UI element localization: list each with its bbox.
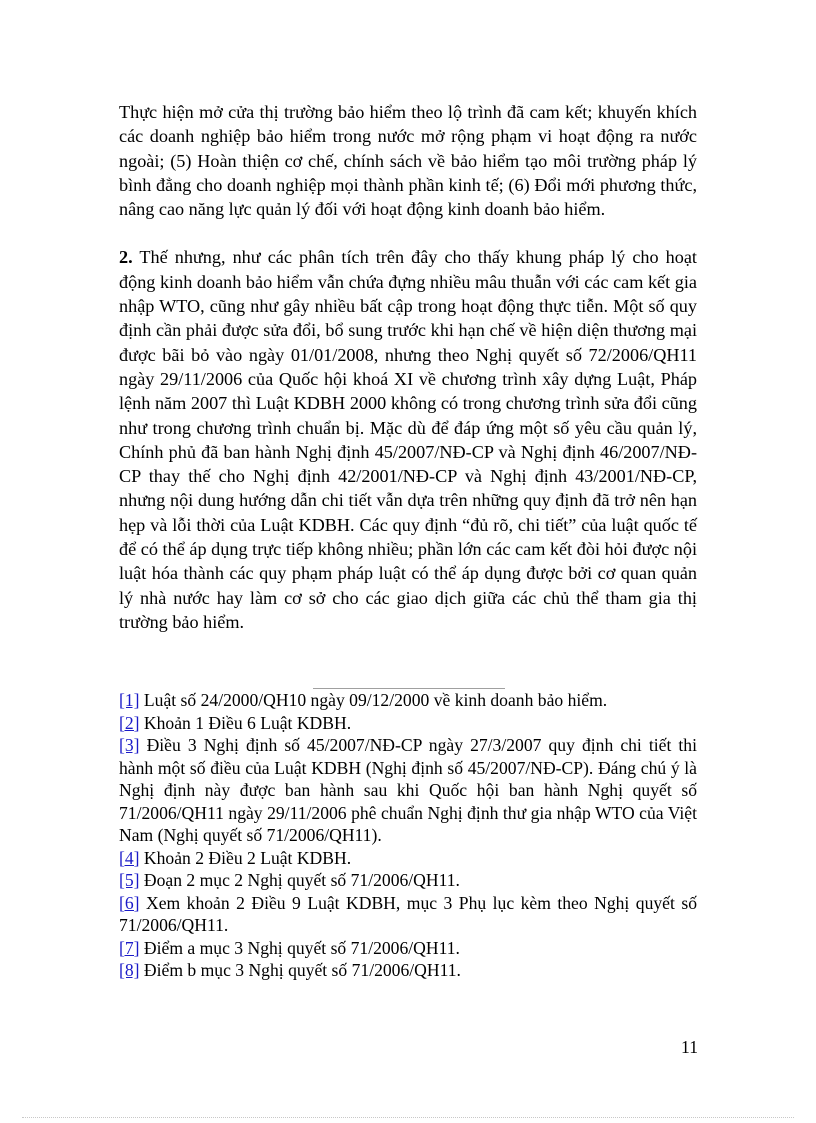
footnote-4 bbox=[119, 847, 697, 870]
footnote-link-2[interactable]: [2] bbox=[119, 712, 140, 733]
footnote-text-1: Luật số 24/2000/QH10 ngày 09/12/2000 về kinh doanh bảo hiểm. bbox=[139, 690, 608, 710]
paragraph-2-text: Thế nhưng, như các phân tích trên đây cho thấy khung pháp lý cho hoạt động kinh doanh bảo hiểm vẫn chứa đựng nhiều mâu thuẫn với các cam kết gia nhập WTO, cũng như gây nhiều bất cập trong hoạt động thực tiễn. Một số quy định cần phải được sửa đổi, bổ sung trước khi hạn chế về hiện diện thương mại được bãi bỏ vào ngày 01/01/2008, nhưng theo Nghị quyết số 72/2006/QH11 ngày 29/11/2006 của Quốc hội khoá XI về chương trình xây dựng Luật, Pháp lệnh năm 2007 thì Luật KDBH 2000 không có trong chương trình sửa đổi cũng như trong chương trình chuẩn bị. Mặc dù để đáp ứng một số yêu cầu quản lý, Chính phủ đã ban hành Nghị định 45/2007/NĐ-CP và Nghị định 46/2007/NĐ-CP thay thế cho Nghị định 42/2001/NĐ-CP và Nghị định 43/2001/NĐ-CP, nhưng nội dung hướng dẫn chi tiết vẫn dựa trên những quy định đã trở nên hạn hẹp và lỗi thời của Luật KDBH. Các quy định “đủ rõ, chi tiết” của luật quốc tế để có thể áp dụng trực tiếp không nhiều; phần lớn các cam kết đòi hỏi được nội luật hóa thành các quy phạm pháp luật có thể áp dụng được bởi cơ quan quản lý nhà nước hay làm cơ sở cho các giao dịch giữa các chủ thể tham gia thị trường bảo hiểm. bbox=[119, 247, 697, 632]
footnote-link-4[interactable]: [4] bbox=[119, 847, 140, 868]
footnote-5 bbox=[119, 869, 697, 892]
footnotes-section bbox=[119, 689, 697, 982]
footnote-text-3: Điều 3 Nghị định số 45/2007/NĐ-CP ngày 27/3/2007 quy định chi tiết thi hành một số điều của Luật KDBH (Nghị định số 45/2007/NĐ-CP). Đáng chú ý là Nghị định này được ban hành sau khi Quốc hội ban hành Nghị quyết số 71/2006/QH11 ngày 29/11/2006 phê chuẩn Nghị định thư gia nhập WTO của Việt Nam (Nghị quyết số 71/2006/QH11). bbox=[119, 735, 697, 845]
footnote-text-2: Khoản 1 Điều 6 Luật KDBH. bbox=[139, 712, 352, 733]
footnote-link-1[interactable]: [1] bbox=[119, 690, 140, 710]
footnote-7 bbox=[119, 937, 697, 960]
page-bottom-border bbox=[22, 1117, 794, 1118]
footnote-link-3[interactable]: [3] bbox=[119, 735, 140, 755]
footnote-1 bbox=[119, 689, 697, 712]
page-number: 11 bbox=[681, 1037, 698, 1057]
footnote-link-6[interactable]: [6] bbox=[119, 892, 140, 913]
document-body bbox=[119, 100, 697, 634]
paragraph-number: 2. bbox=[119, 247, 133, 268]
footnote-6 bbox=[119, 892, 697, 937]
body-paragraph-1: Thực hiện mở cửa thị trường bảo hiểm theo lộ trình đã cam kết; khuyến khích các doanh nghiệp bảo hiểm trong nước mở rộng phạm vi hoạt động ra nước ngoài; (5) Hoàn thiện cơ chế, chính sách về bảo hiểm tạo môi trường pháp lý bình đẳng cho doanh nghiệp mọi thành phần kinh tế; (6) Đổi mới phương thức, nâng cao năng lực quản lý đối với hoạt động kinh doanh bảo hiểm. bbox=[119, 102, 697, 220]
footnote-text-4: Khoản 2 Điều 2 Luật KDBH. bbox=[139, 847, 352, 868]
footnote-text-6: Xem khoản 2 Điều 9 Luật KDBH, mục 3 Phụ lục kèm theo Nghị quyết số 71/2006/QH11. bbox=[119, 892, 697, 935]
body-paragraph-2 bbox=[119, 245, 697, 634]
footnote-3 bbox=[119, 734, 697, 847]
footnote-text-8: Điểm b mục 3 Nghị quyết số 71/2006/QH11. bbox=[139, 960, 461, 980]
footnote-link-7[interactable]: [7] bbox=[119, 937, 140, 958]
footnote-link-8[interactable]: [8] bbox=[119, 960, 140, 980]
footnote-2 bbox=[119, 712, 697, 735]
footnote-8 bbox=[119, 959, 697, 982]
footnote-text-7: Điểm a mục 3 Nghị quyết số 71/2006/QH11. bbox=[139, 937, 460, 958]
footnote-text-5: Đoạn 2 mục 2 Nghị quyết số 71/2006/QH11. bbox=[139, 870, 460, 890]
footnote-link-5[interactable]: [5] bbox=[119, 870, 140, 890]
